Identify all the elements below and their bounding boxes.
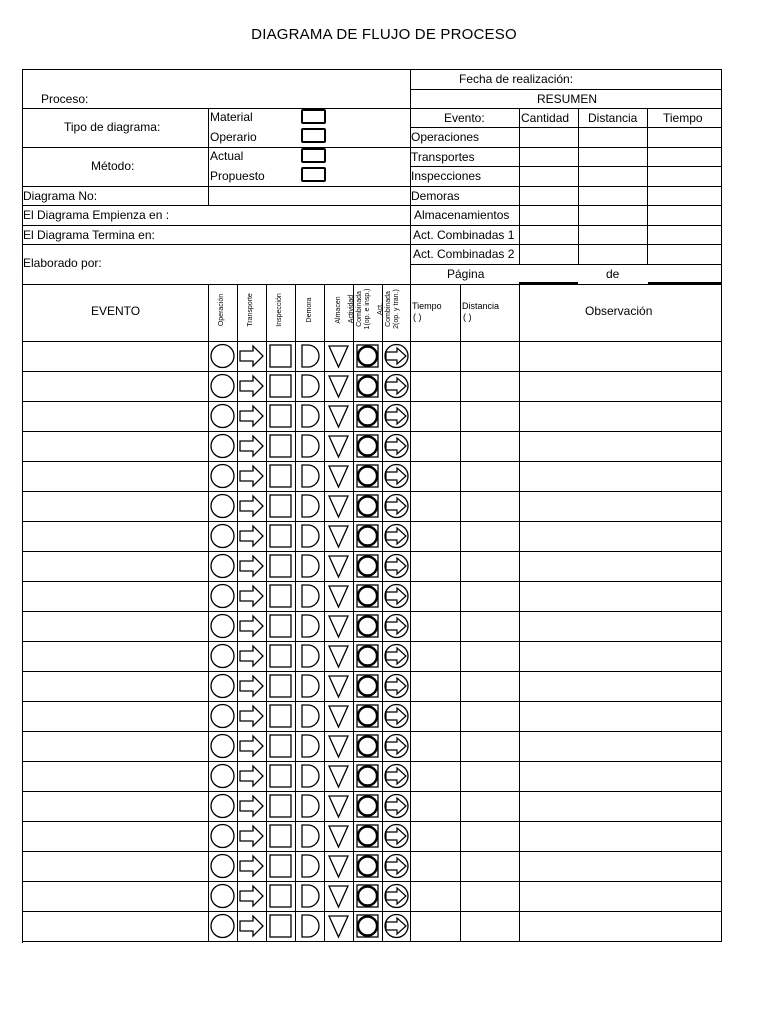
table-row[interactable] [23,432,208,461]
transport-arrow-icon[interactable] [238,522,265,550]
storage-triangle-icon[interactable] [325,402,352,430]
delay-d-icon[interactable] [296,702,323,730]
table-row[interactable] [23,552,208,581]
storage-triangle-icon[interactable] [325,792,352,820]
storage-triangle-icon[interactable] [325,732,352,760]
inspection-square-icon[interactable] [267,912,294,940]
inspection-square-icon[interactable] [267,552,294,580]
delay-d-icon[interactable] [296,792,323,820]
table-row[interactable] [23,762,208,791]
inspection-square-icon[interactable] [267,762,294,790]
combined-op-transport-icon[interactable] [383,822,410,850]
inspection-square-icon[interactable] [267,852,294,880]
transport-arrow-icon[interactable] [238,402,265,430]
table-row[interactable] [23,912,208,941]
delay-d-icon[interactable] [296,912,323,940]
transport-arrow-icon[interactable] [238,702,265,730]
combined-op-transport-icon[interactable] [383,882,410,910]
summary-row-label: Demoras [411,189,460,203]
table-row[interactable] [23,702,208,731]
table-row[interactable] [23,882,208,911]
combined-op-transport-icon[interactable] [383,552,410,580]
storage-triangle-icon[interactable] [325,822,352,850]
delay-d-icon[interactable] [296,642,323,670]
storage-triangle-icon[interactable] [325,432,352,460]
storage-triangle-icon[interactable] [325,702,352,730]
combined-op-inspection-icon[interactable] [354,792,381,820]
fecha-label: Fecha de realización: [459,72,574,86]
resumen-label: RESUMEN [537,92,598,106]
inspection-square-icon[interactable] [267,432,294,460]
operation-circle-icon[interactable] [209,522,236,550]
operation-circle-icon[interactable] [209,372,236,400]
table-row[interactable] [23,642,208,671]
delay-d-icon[interactable] [296,582,323,610]
operation-circle-icon[interactable] [209,612,236,640]
delay-d-icon[interactable] [296,432,323,460]
transport-arrow-icon[interactable] [238,642,265,670]
storage-triangle-icon[interactable] [325,342,352,370]
transport-arrow-icon[interactable] [238,882,265,910]
table-row[interactable] [23,492,208,521]
transport-arrow-icon[interactable] [238,492,265,520]
combined-op-inspection-icon[interactable] [354,732,381,760]
table-row[interactable] [23,792,208,821]
actual-checkbox[interactable] [301,148,326,163]
transport-arrow-icon[interactable] [238,462,265,490]
table-row[interactable] [23,732,208,761]
operation-circle-icon[interactable] [209,702,236,730]
operation-circle-icon[interactable] [209,402,236,430]
de-label: de [606,267,620,281]
operation-circle-icon[interactable] [209,342,236,370]
storage-triangle-icon[interactable] [325,552,352,580]
combined-op-transport-icon[interactable] [383,582,410,610]
operation-circle-icon[interactable] [209,762,236,790]
operation-circle-icon[interactable] [209,492,236,520]
summary-row-label: Act. Combinadas 1 [413,228,515,242]
storage-triangle-icon[interactable] [325,462,352,490]
combined-op-transport-icon[interactable] [383,462,410,490]
combined-op-transport-icon[interactable] [383,792,410,820]
almacen-column-header: Almacen [335,296,342,324]
inspeccion-column-header: Inspección [276,293,283,327]
empieza-label: El Diagrama Empienza en : [23,208,170,222]
operation-circle-icon[interactable] [209,852,236,880]
combined-op-inspection-icon[interactable] [354,432,381,460]
inspection-square-icon[interactable] [267,402,294,430]
distancia-unit: ( ) [463,312,472,322]
combined-op-inspection-icon[interactable] [354,552,381,580]
delay-d-icon[interactable] [296,342,323,370]
combined-op-transport-icon[interactable] [383,432,410,460]
transport-arrow-icon[interactable] [238,552,265,580]
combined-op-inspection-icon[interactable] [354,402,381,430]
transport-arrow-icon[interactable] [238,672,265,700]
diagrama-no-label: Diagrama No: [23,189,98,203]
combined-op-inspection-icon[interactable] [354,702,381,730]
storage-triangle-icon[interactable] [325,882,352,910]
tiempo-column-header: Tiempo [412,301,442,311]
inspection-square-icon[interactable] [267,642,294,670]
storage-triangle-icon[interactable] [325,582,352,610]
operation-circle-icon[interactable] [209,552,236,580]
termina-label: El Diagrama Termina en: [23,228,155,242]
observacion-column-header: Observación [585,304,653,318]
demora-column-header: Demora [306,297,313,323]
combined-op-inspection-icon[interactable] [354,582,381,610]
inspection-square-icon[interactable] [267,582,294,610]
inspection-square-icon[interactable] [267,882,294,910]
combined-op-transport-icon[interactable] [383,402,410,430]
operation-circle-icon[interactable] [209,642,236,670]
operacion-column-header: Operación [218,293,225,327]
transport-arrow-icon[interactable] [238,762,265,790]
table-row[interactable] [23,372,208,401]
material-checkbox[interactable] [301,109,326,124]
storage-triangle-icon[interactable] [325,372,352,400]
operation-circle-icon[interactable] [209,822,236,850]
delay-d-icon[interactable] [296,852,323,880]
inspection-square-icon[interactable] [267,702,294,730]
combined-op-transport-icon[interactable] [383,612,410,640]
propuesto-label: Propuesto [210,169,265,183]
evento-column-header: EVENTO [91,304,141,318]
transport-arrow-icon[interactable] [238,792,265,820]
table-row[interactable] [23,672,208,701]
operation-circle-icon[interactable] [209,732,236,760]
operation-circle-icon[interactable] [209,582,236,610]
delay-d-icon[interactable] [296,732,323,760]
storage-triangle-icon[interactable] [325,672,352,700]
combined-op-transport-icon[interactable] [383,492,410,520]
summary-row-label: Act. Combinadas 2 [413,247,515,261]
operation-circle-icon[interactable] [209,882,236,910]
operario-label: Operario [210,130,257,144]
transport-arrow-icon[interactable] [238,852,265,880]
page-title: DIAGRAMA DE FLUJO DE PROCESO [251,26,517,43]
delay-d-icon[interactable] [296,492,323,520]
inspection-square-icon[interactable] [267,522,294,550]
combined-op-transport-icon[interactable] [383,702,410,730]
table-row[interactable] [23,612,208,641]
combined-op-transport-icon[interactable] [383,342,410,370]
combined-op-inspection-icon[interactable] [354,822,381,850]
storage-triangle-icon[interactable] [325,912,352,940]
delay-d-icon[interactable] [296,762,323,790]
operation-circle-icon[interactable] [209,432,236,460]
cantidad-label: Cantidad [521,111,570,125]
delay-d-icon[interactable] [296,402,323,430]
transport-arrow-icon[interactable] [238,822,265,850]
storage-triangle-icon[interactable] [325,522,352,550]
delay-d-icon[interactable] [296,522,323,550]
combined-op-transport-icon[interactable] [383,762,410,790]
combined-op-inspection-icon[interactable] [354,882,381,910]
combined-op-transport-icon[interactable] [383,912,410,940]
inspection-square-icon[interactable] [267,732,294,760]
delay-d-icon[interactable] [296,672,323,700]
table-row[interactable] [23,462,208,491]
table-row[interactable] [23,582,208,611]
operation-circle-icon[interactable] [209,672,236,700]
operation-circle-icon[interactable] [209,462,236,490]
combined-op-transport-icon[interactable] [383,642,410,670]
transporte-column-header: Transporte [247,293,254,327]
distancia-label: Distancia [588,111,638,125]
combined-op-transport-icon[interactable] [383,672,410,700]
storage-triangle-icon[interactable] [325,852,352,880]
delay-d-icon[interactable] [296,882,323,910]
tipo-diagrama-label: Tipo de diagrama: [64,120,161,134]
inspection-square-icon[interactable] [267,822,294,850]
transport-arrow-icon[interactable] [238,582,265,610]
combined-op-inspection-icon[interactable] [354,672,381,700]
table-row[interactable] [23,852,208,881]
combined-op-inspection-icon[interactable] [354,372,381,400]
combined-op-inspection-icon[interactable] [354,642,381,670]
delay-d-icon[interactable] [296,612,323,640]
table-row[interactable] [23,402,208,431]
table-row[interactable] [23,522,208,551]
delay-d-icon[interactable] [296,552,323,580]
distancia-column-header: Distancia [462,301,500,311]
combined-op-inspection-icon[interactable] [354,762,381,790]
combined-op-inspection-icon[interactable] [354,612,381,640]
inspection-square-icon[interactable] [267,612,294,640]
summary-row-label: Inspecciones [411,169,482,183]
summary-row-label: Almacenamientos [414,208,510,222]
delay-d-icon[interactable] [296,822,323,850]
summary-row-label: Transportes [411,150,475,164]
storage-triangle-icon[interactable] [325,762,352,790]
transport-arrow-icon[interactable] [238,912,265,940]
combined-op-inspection-icon[interactable] [354,342,381,370]
storage-triangle-icon[interactable] [325,642,352,670]
elaborado-label: Elaborado por: [23,256,102,270]
act1-column-header: Actividad Combinada 1(op. e insp.) [348,288,371,330]
storage-triangle-icon[interactable] [325,492,352,520]
transport-arrow-icon[interactable] [238,372,265,400]
delay-d-icon[interactable] [296,462,323,490]
propuesto-checkbox[interactable] [301,167,326,182]
summary-row-label: Operaciones [411,130,480,144]
inspection-square-icon[interactable] [267,342,294,370]
table-row[interactable] [23,822,208,851]
actual-label: Actual [210,149,244,163]
proceso-label: Proceso: [41,92,89,106]
combined-op-transport-icon[interactable] [383,372,410,400]
act2-column-header: Act. Combinada 2(op. y tran.) [377,289,400,329]
inspection-square-icon[interactable] [267,792,294,820]
combined-op-transport-icon[interactable] [383,852,410,880]
operation-circle-icon[interactable] [209,912,236,940]
transport-arrow-icon[interactable] [238,732,265,760]
table-row[interactable] [23,342,208,371]
tiempo-unit: ( ) [413,312,422,322]
inspection-square-icon[interactable] [267,372,294,400]
combined-op-inspection-icon[interactable] [354,912,381,940]
storage-triangle-icon[interactable] [325,612,352,640]
transport-arrow-icon[interactable] [238,432,265,460]
transport-arrow-icon[interactable] [238,342,265,370]
combined-op-inspection-icon[interactable] [354,462,381,490]
pagina-label: Página [447,267,485,281]
inspection-square-icon[interactable] [267,462,294,490]
combined-op-inspection-icon[interactable] [354,522,381,550]
evento-summary-label: Evento: [444,111,485,125]
combined-op-transport-icon[interactable] [383,732,410,760]
operario-checkbox[interactable] [301,128,326,143]
tiempo-label: Tiempo [663,111,703,125]
metodo-label: Método: [91,159,135,173]
combined-op-inspection-icon[interactable] [354,852,381,880]
inspection-square-icon[interactable] [267,492,294,520]
combined-op-transport-icon[interactable] [383,522,410,550]
operation-circle-icon[interactable] [209,792,236,820]
material-label: Material [210,110,253,124]
delay-d-icon[interactable] [296,372,323,400]
inspection-square-icon[interactable] [267,672,294,700]
transport-arrow-icon[interactable] [238,612,265,640]
combined-op-inspection-icon[interactable] [354,492,381,520]
